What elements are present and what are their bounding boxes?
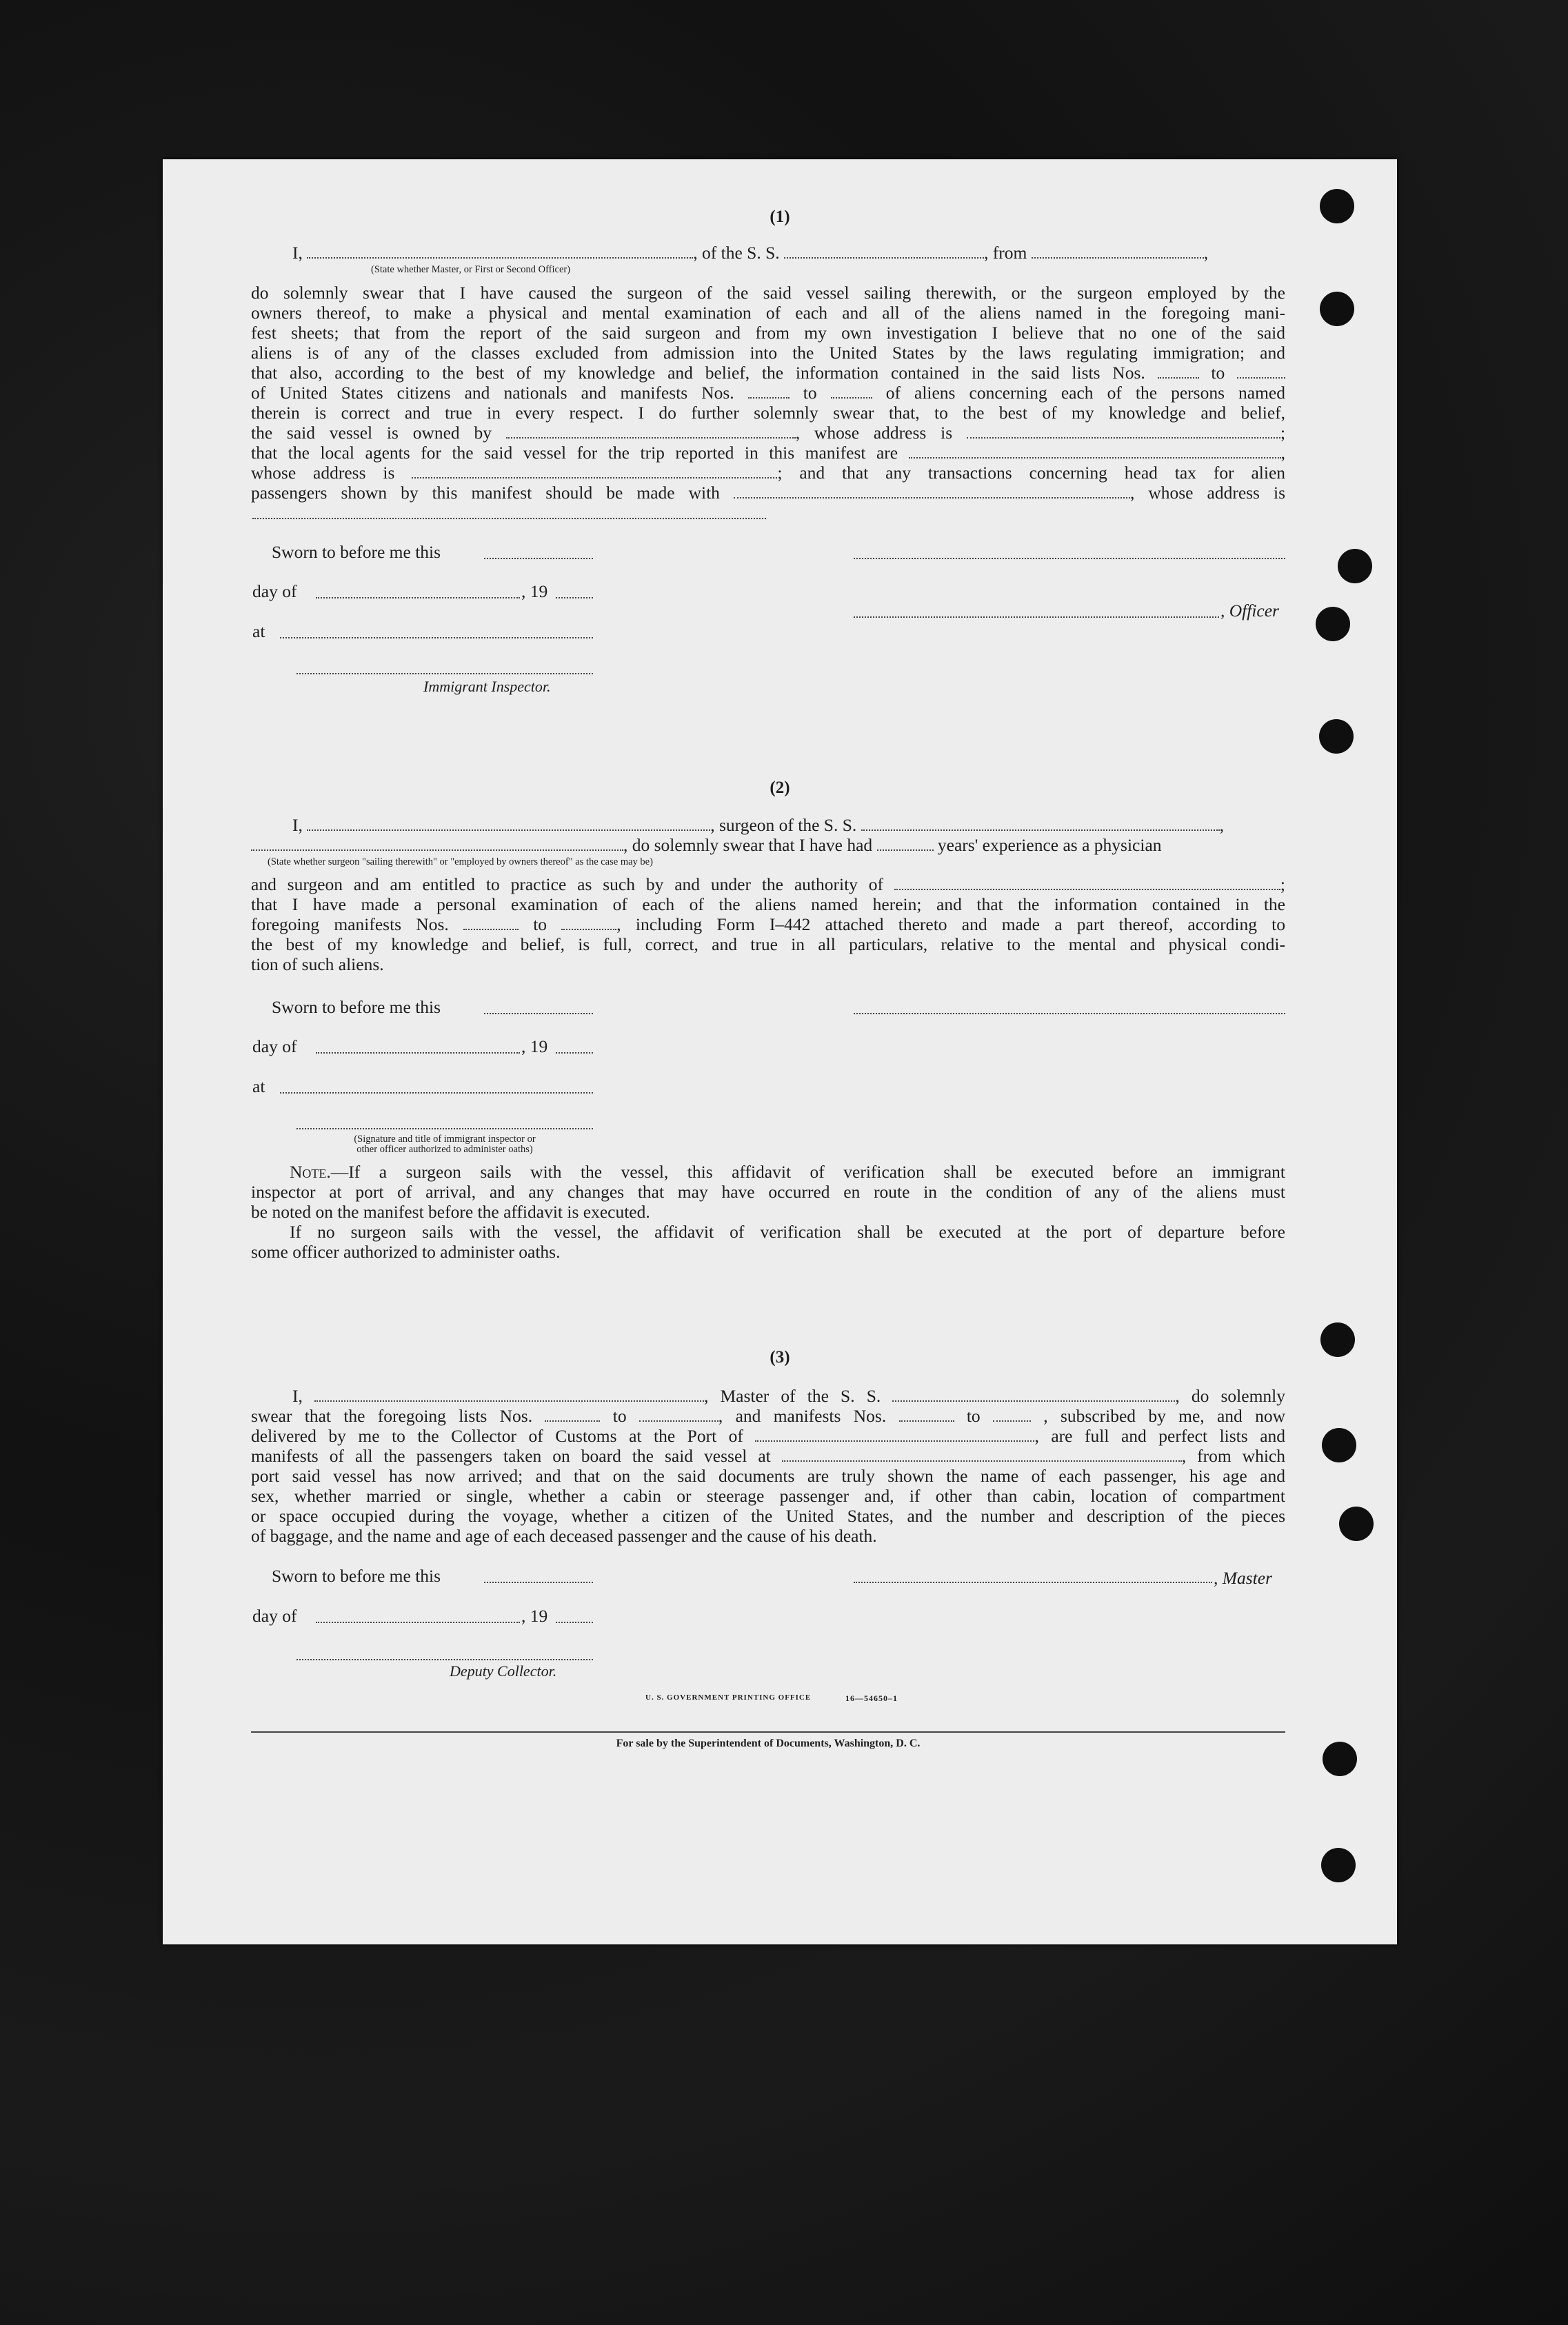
punch-hole [1321, 1848, 1356, 1882]
note-line-2: inspector at port of arrival, and any changes that may have occurred en route in the condition of any of the aliens must [251, 1182, 1285, 1202]
s1-year-field[interactable] [556, 597, 593, 598]
s1-sworn-label: Sworn to before me this [272, 542, 441, 562]
manifests-to-field[interactable] [831, 393, 872, 399]
punch-hole [1339, 1507, 1374, 1541]
s1-line-3: owners thereof, to make a physical and mental examination of each and all of the aliens named in the foregoing mani- [251, 303, 1285, 323]
lists-to-field[interactable] [1237, 373, 1285, 379]
s2-line-1: I, , surgeon of the S. S. , [292, 815, 1225, 835]
s2-line-2: , do solemnly swear that I have had years' experience as a physician [251, 836, 1285, 855]
s2-year-field[interactable] [556, 1052, 593, 1054]
s1-line-11: whose address is ; and that any transactions concerning head tax for alien [251, 463, 1286, 483]
owner-field[interactable] [506, 433, 796, 439]
punch-hole [1320, 292, 1354, 326]
s3-line-2: swear that the foregoing lists Nos. to , and manifests Nos. to , subscribed by me, and now [251, 1406, 1286, 1426]
s1-sworn-field[interactable] [484, 558, 593, 559]
punch-hole [1319, 719, 1354, 754]
section-1-heading: (1) [770, 208, 790, 226]
s1-at-label: at [252, 621, 265, 641]
surgeon-name-field[interactable] [307, 825, 710, 831]
lists-from-field[interactable] [1158, 373, 1199, 379]
s3-manifests-from-field[interactable] [899, 1416, 954, 1422]
immigrant-inspector-label: Immigrant Inspector. [423, 678, 551, 695]
years-experience-field[interactable] [877, 845, 934, 851]
master-name-field[interactable] [314, 1396, 704, 1402]
s3-line-5: port said vessel has now arrived; and that on the said documents are truly shown the name of each passenger, his age and [251, 1466, 1285, 1486]
form-code: 16—54650–1 [845, 1693, 898, 1703]
s3-line-7: or space occupied during the voyage, whether a citizen of the United States, and the number and description of the pieces [251, 1506, 1285, 1526]
owner-address-field[interactable] [967, 433, 1280, 439]
footer-rule [251, 1731, 1285, 1733]
s3-year-label: , 19 [521, 1606, 548, 1626]
s3-sworn-label: Sworn to before me this [272, 1566, 441, 1586]
s3-lists-from-field[interactable] [545, 1416, 600, 1422]
agents-address-field[interactable] [412, 473, 777, 479]
s1-at-field[interactable] [280, 637, 593, 638]
s2-year-label: , 19 [521, 1036, 548, 1056]
s1-inspector-signature-line[interactable] [296, 673, 593, 674]
note-line-5: some officer authorized to administer oaths. [251, 1242, 561, 1262]
s3-year-field[interactable] [556, 1622, 593, 1623]
s3-sworn-field[interactable] [484, 1582, 593, 1583]
s1-line-8: therein is correct and true in every respect. I do further solemnly swear that, to the best of my knowledge and belief, [251, 403, 1285, 423]
master-label: , Master [1214, 1568, 1272, 1588]
surgeon-status-field[interactable] [251, 845, 623, 851]
s1-line-9: the said vessel is owned by , whose address is ; [251, 423, 1286, 443]
s2-at-label: at [252, 1076, 265, 1096]
s2-line-4: that I have made a personal examination of each of the aliens named herein; and that the information contained in the [251, 894, 1285, 914]
for-sale-notice: For sale by the Superintendent of Documents, Washington, D. C. [616, 1738, 921, 1749]
officer-name-field[interactable] [307, 253, 693, 259]
s1-year-label: , 19 [521, 581, 548, 601]
s1-line-4: fest sheets; that from the report of the said surgeon and from my own investigation I believe that no one of the said [251, 323, 1285, 343]
printing-office-imprint: U. S. GOVERNMENT PRINTING OFFICE [645, 1693, 812, 1702]
section-3-heading: (3) [770, 1348, 790, 1367]
s2-sworn-field[interactable] [484, 1013, 593, 1014]
embarkation-port-field[interactable] [782, 1456, 1182, 1462]
s3-vessel-field[interactable] [892, 1396, 1175, 1402]
s2-line-6: the best of my knowledge and belief, is full, correct, and true in all particulars, relative to the mental and physical condi- [251, 934, 1285, 954]
note-label: Note. [290, 1162, 331, 1182]
manifests-from-field[interactable] [748, 393, 790, 399]
signature-title-note-2: other officer authorized to administer oaths) [356, 1144, 533, 1155]
surgeon-status-note: (State whether surgeon "sailing therewith" or "employed by owners thereof" as the case may be) [268, 856, 653, 867]
s3-line-8: of baggage, and the name and age of each deceased passenger and the cause of his death. [251, 1526, 877, 1546]
s1-line-5: aliens is of any of the classes excluded from admission into the United States by the laws regulating immigration; and [251, 343, 1285, 363]
deputy-collector-signature-line[interactable] [296, 1659, 593, 1660]
s1-line-6: that also, according to the best of my knowledge and belief, the information contained in the said lists Nos. to [251, 363, 1285, 383]
s2-day-field[interactable] [316, 1052, 520, 1054]
s1-address-line[interactable] [252, 518, 766, 519]
s1-day-of-label: day of [252, 581, 297, 601]
punch-hole [1323, 1742, 1357, 1776]
s2-manifests-to-field[interactable] [561, 925, 616, 930]
s1-line-12: passengers shown by this manifest should be made with , whose address is [251, 483, 1286, 503]
signature-title-note-1: (Signature and title of immigrant inspector or [354, 1134, 536, 1145]
s2-line-7: tion of such aliens. [251, 954, 384, 974]
s2-line-3: and surgeon and am entitled to practice as such by and under the authority of ; [251, 874, 1286, 894]
officer-rank-note: (State whether Master, or First or Second Officer) [371, 264, 571, 275]
s3-line-4: manifests of all the passengers taken on board the said vessel at , from which [251, 1446, 1286, 1466]
licensing-authority-field[interactable] [894, 885, 1280, 890]
vessel-name-field[interactable] [784, 253, 984, 259]
s1-line-2: do solemnly swear that I have caused the surgeon of the said vessel sailing therewith, or the surgeon employed by the [251, 283, 1285, 303]
s2-vessel-field[interactable] [861, 825, 1220, 831]
deputy-collector-label: Deputy Collector. [450, 1662, 557, 1680]
s2-day-of-label: day of [252, 1036, 297, 1056]
s1-line-10: that the local agents for the said vessel for the trip reported in this manifest are , [251, 443, 1286, 463]
document-page [163, 159, 1397, 1944]
s1-day-field[interactable] [316, 597, 520, 598]
head-tax-contact-field[interactable] [734, 493, 1130, 499]
s3-day-of-label: day of [252, 1606, 297, 1626]
s2-sworn-label: Sworn to before me this [272, 997, 441, 1017]
note-line-3: be noted on the manifest before the affidavit is executed. [251, 1202, 650, 1222]
s1-line-7: of United States citizens and nationals and manifests Nos. to of aliens concerning each of the persons named [251, 383, 1286, 403]
s2-officer-signature-line[interactable] [296, 1128, 593, 1129]
master-signature-line[interactable] [854, 1582, 1212, 1583]
officer-label: , Officer [1220, 601, 1279, 621]
port-of-entry-field[interactable] [755, 1436, 1034, 1442]
s3-lists-to-field[interactable] [639, 1416, 718, 1422]
s3-line-3: delivered by me to the Collector of Customs at the Port of , are full and perfect lists and [251, 1426, 1286, 1446]
s2-manifests-from-field[interactable] [463, 925, 519, 930]
s3-line-6: sex, whether married or single, whether a cabin or steerage passenger and, if other than cabin, location of compartment [251, 1486, 1285, 1506]
s1-line-1: I, , of the S. S. , from , [292, 243, 1209, 263]
punch-hole [1316, 607, 1350, 641]
s3-line-1: I, , Master of the S. S. , do solemnly [292, 1386, 1286, 1406]
from-port-field[interactable] [1032, 253, 1204, 259]
s3-manifests-to-field[interactable] [993, 1416, 1031, 1422]
s1-officer-signature-line[interactable] [854, 558, 1285, 559]
s1-officer-name-line[interactable] [854, 616, 1219, 618]
s2-at-field[interactable] [280, 1092, 593, 1094]
s2-surgeon-signature-line[interactable] [854, 1013, 1285, 1014]
s2-line-5: foregoing manifests Nos. to , including Form I–442 attached thereto and made a part thereof, according to [251, 914, 1285, 934]
local-agents-field[interactable] [909, 453, 1281, 459]
note-line-1: Note.—If a surgeon sails with the vessel, this affidavit of verification shall be executed before an immigrant [290, 1162, 1285, 1182]
section-2-heading: (2) [770, 778, 790, 797]
punch-hole [1338, 549, 1372, 583]
s3-day-field[interactable] [316, 1622, 520, 1623]
punch-hole [1322, 1428, 1356, 1462]
note-line-4: If no surgeon sails with the vessel, the affidavit of verification shall be executed at the port of departure before [290, 1222, 1285, 1242]
